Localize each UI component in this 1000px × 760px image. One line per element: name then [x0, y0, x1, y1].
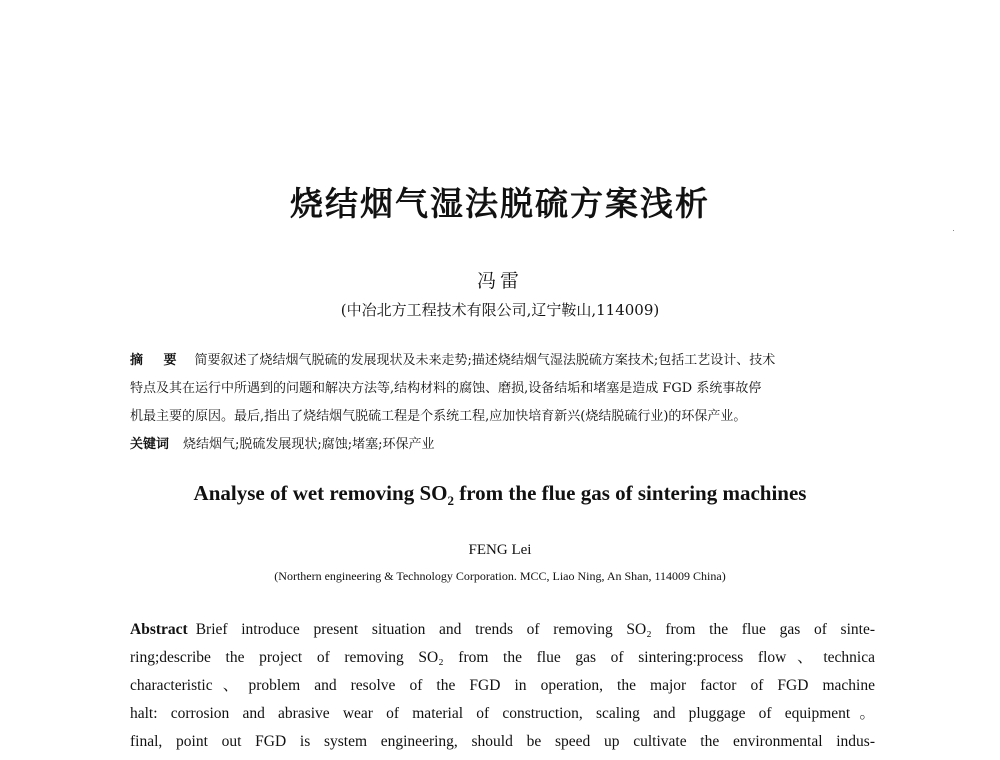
abstract-english-text-1: Brief introduce present situation and trends of removing SO₂ from the flue gas of sinte- — [195, 621, 875, 638]
author-name-chinese: 冯雷 — [476, 270, 523, 292]
abstract-english-line-2: ring;describe the project of removing SO₂ from the flue gas of sintering:process flow、technica — [130, 649, 875, 666]
paper-title-english-subscript: 2 — [447, 493, 454, 509]
paper-title-english — [0, 481, 1000, 509]
affiliation-chinese: (中冶北方工程技术有限公司,辽宁鞍山,114009) — [340, 301, 660, 319]
abstract-chinese-line-2: 特点及其在运行中所遇到的问题和解决方法等,结构材料的腐蚀、磨损,设备结垢和堵塞是造成 FGD 系统事故停 — [130, 381, 762, 396]
abstract-chinese-label: 摘 要 — [130, 353, 185, 368]
abstract-english-line-4: halt: corrosion and abrasive wear of material of construction, scaling and pluggage of equipment。 — [130, 705, 875, 722]
abstract-english — [130, 616, 875, 756]
abstract-chinese — [130, 347, 875, 459]
paper-title-english-part-2: from the flue gas of sintering machines — [453, 481, 807, 505]
abstract-english-line-3: characteristic、problem and resolve of the FGD in operation, the major factor of FGD machine — [130, 677, 875, 694]
keywords-chinese — [130, 431, 875, 459]
keywords-chinese-label: 关键词 — [130, 437, 170, 452]
affiliation-english: (Northern engineering & Technology Corporation. MCC, Liao Ning, An Shan, 114009 China) — [274, 569, 726, 583]
abstract-english-line-1 — [130, 616, 875, 644]
author-name-english: FENG Lei — [468, 542, 532, 558]
paper-title-english-part-1: Analyse of wet removing SO — [193, 481, 448, 505]
abstract-chinese-text: 简要叙述了烧结烟气脱硫的发展现状及未来走势;描述烧结烟气湿法脱硫方案技术;包括工艺设计、技术 — [194, 353, 776, 368]
scan-speck — [953, 230, 954, 231]
abstract-chinese-line-1 — [130, 347, 875, 375]
abstract-english-label: Abstract — [130, 621, 188, 638]
abstract-chinese-line-3: 机最主要的原因。最后,指出了烧结烟气脱硫工程是个系统工程,应加快培育新兴(烧结脱硫行业)的环保产业。 — [130, 409, 747, 424]
paper-title-chinese: 烧结烟气湿法脱硫方案浅析 — [290, 184, 710, 223]
abstract-english-line-5: final, point out FGD is system engineering, should be speed up cultivate the environmental indus- — [130, 733, 875, 750]
keywords-chinese-text: 烧结烟气;脱硫发展现状;腐蚀;堵塞;环保产业 — [183, 437, 435, 452]
